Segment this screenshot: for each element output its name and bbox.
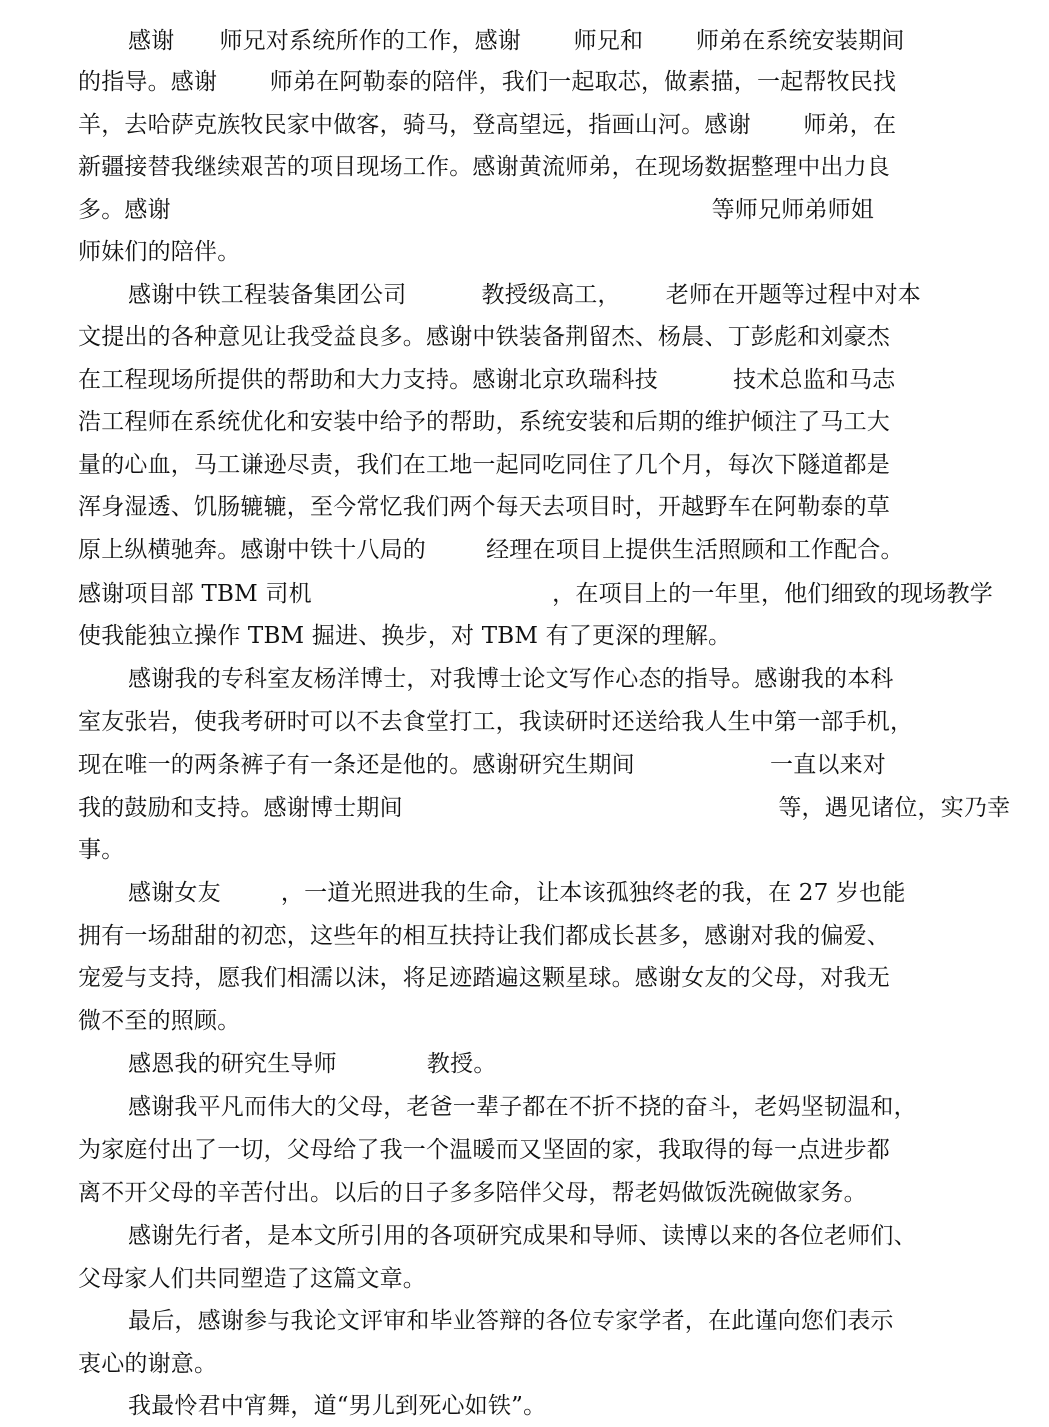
paragraph-6-line-3: 离不开父母的辛苦付出。以后的日子多多陪伴父母，帮老妈做饭洗碗做家务。 bbox=[78, 1180, 867, 1206]
paragraph-7-line-2: 父母家人们共同塑造了这篇文章。 bbox=[78, 1266, 426, 1292]
paragraph-2-line-4: 浩工程师在系统优化和安装中给予的帮助，系统安装和后期的维护倾注了马工大 bbox=[78, 409, 890, 435]
paragraph-2-line-3: 在工程现场所提供的帮助和大力支持。感谢北京玖瑞科技 技术总监和马志 bbox=[78, 367, 896, 393]
paragraph-4-line-2: 拥有一场甜甜的初恋，这些年的相互扶持让我们都成长甚多，感谢对我的偏爱、 bbox=[78, 923, 890, 949]
paragraph-2-line-2: 文提出的各种意见让我受益良多。感谢中铁装备荆留杰、杨晨、丁彭彪和刘豪杰 bbox=[78, 324, 890, 350]
paragraph-8-line-1: 最后，感谢参与我论文评审和毕业答辩的各位专家学者，在此谨向您们表示 bbox=[128, 1308, 894, 1334]
paragraph-4-line-3: 宠爱与支持，愿我们相濡以沫，将足迹踏遍这颗星球。感谢女友的父母，对我无 bbox=[78, 965, 890, 991]
paragraph-2-line-6: 浑身湿透、饥肠辘辘，至今常忆我们两个每天去项目时，开越野车在阿勒泰的草 bbox=[78, 494, 890, 520]
paragraph-1-line-5: 多。感谢 等师兄师弟师姐 bbox=[78, 197, 874, 223]
paragraph-8-line-2: 衷心的谢意。 bbox=[78, 1351, 218, 1377]
paragraph-3-line-4: 我的鼓励和支持。感谢博士期间 等，遇见诸位，实乃幸 bbox=[78, 795, 1011, 821]
paragraph-5-line-1: 感恩我的研究生导师 教授。 bbox=[128, 1051, 497, 1077]
paragraph-1-line-1: 感谢 师兄对系统所作的工作，感谢 师兄和 师弟在系统安装期间 bbox=[128, 28, 905, 54]
paragraph-2-line-7: 原上纵横驰奔。感谢中铁十八局的 经理在项目上提供生活照顾和工作配合。 bbox=[78, 537, 904, 563]
paragraph-1-line-2: 的指导。感谢 师弟在阿勒泰的陪伴，我们一起取芯，做素描，一起帮牧民找 bbox=[78, 69, 897, 95]
paragraph-2-line-8: 感谢项目部 TBM 司机 ，在项目上的一年里，他们细致的现场教学 bbox=[78, 581, 993, 607]
paragraph-4-line-4: 微不至的照顾。 bbox=[78, 1008, 241, 1034]
paragraph-7-line-1: 感谢先行者，是本文所引用的各项研究成果和导师、读博以来的各位老师们、 bbox=[128, 1223, 917, 1249]
paragraph-3-line-1: 感谢我的专科室友杨洋博士，对我博士论文写作心态的指导。感谢我的本科 bbox=[128, 666, 894, 692]
paragraph-2-line-1: 感谢中铁工程装备集团公司 教授级高工， 老师在开题等过程中对本 bbox=[128, 282, 921, 308]
paragraph-9-line-1: 我最怜君中宵舞，道“男儿到死心如铁”。 bbox=[128, 1393, 547, 1419]
paragraph-6-line-2: 为家庭付出了一切，父母给了我一个温暖而又坚固的家，我取得的每一点进步都 bbox=[78, 1137, 890, 1163]
paragraph-1-line-6: 师妹们的陪伴。 bbox=[78, 239, 241, 265]
paragraph-3-line-3: 现在唯一的两条裤子有一条还是他的。感谢研究生期间 一直以来对 bbox=[78, 752, 886, 778]
paragraph-6-line-1: 感谢我平凡而伟大的父母，老爸一辈子都在不折不挠的奋斗，老妈坚韧温和， bbox=[128, 1094, 917, 1120]
paragraph-1-line-3: 羊，去哈萨克族牧民家中做客，骑马，登高望远，指画山河。感谢 师弟，在 bbox=[78, 112, 897, 138]
paragraph-4-line-1: 感谢女友 ，一道光照进我的生命，让本该孤独终老的我，在 27 岁也能 bbox=[128, 880, 906, 906]
paragraph-3-line-5: 事。 bbox=[78, 837, 125, 863]
paragraph-2-line-5: 量的心血，马工谦逊尽责，我们在工地一起同吃同住了几个月，每次下隧道都是 bbox=[78, 452, 890, 478]
paragraph-1-line-4: 新疆接替我继续艰苦的项目现场工作。感谢黄流师弟，在现场数据整理中出力良 bbox=[78, 154, 890, 180]
paragraph-3-line-2: 室友张岩，使我考研时可以不去食堂打工，我读研时还送给我人生中第一部手机， bbox=[78, 709, 914, 735]
paragraph-2-line-9: 使我能独立操作 TBM 掘进、换步，对 TBM 有了更深的理解。 bbox=[78, 623, 732, 649]
